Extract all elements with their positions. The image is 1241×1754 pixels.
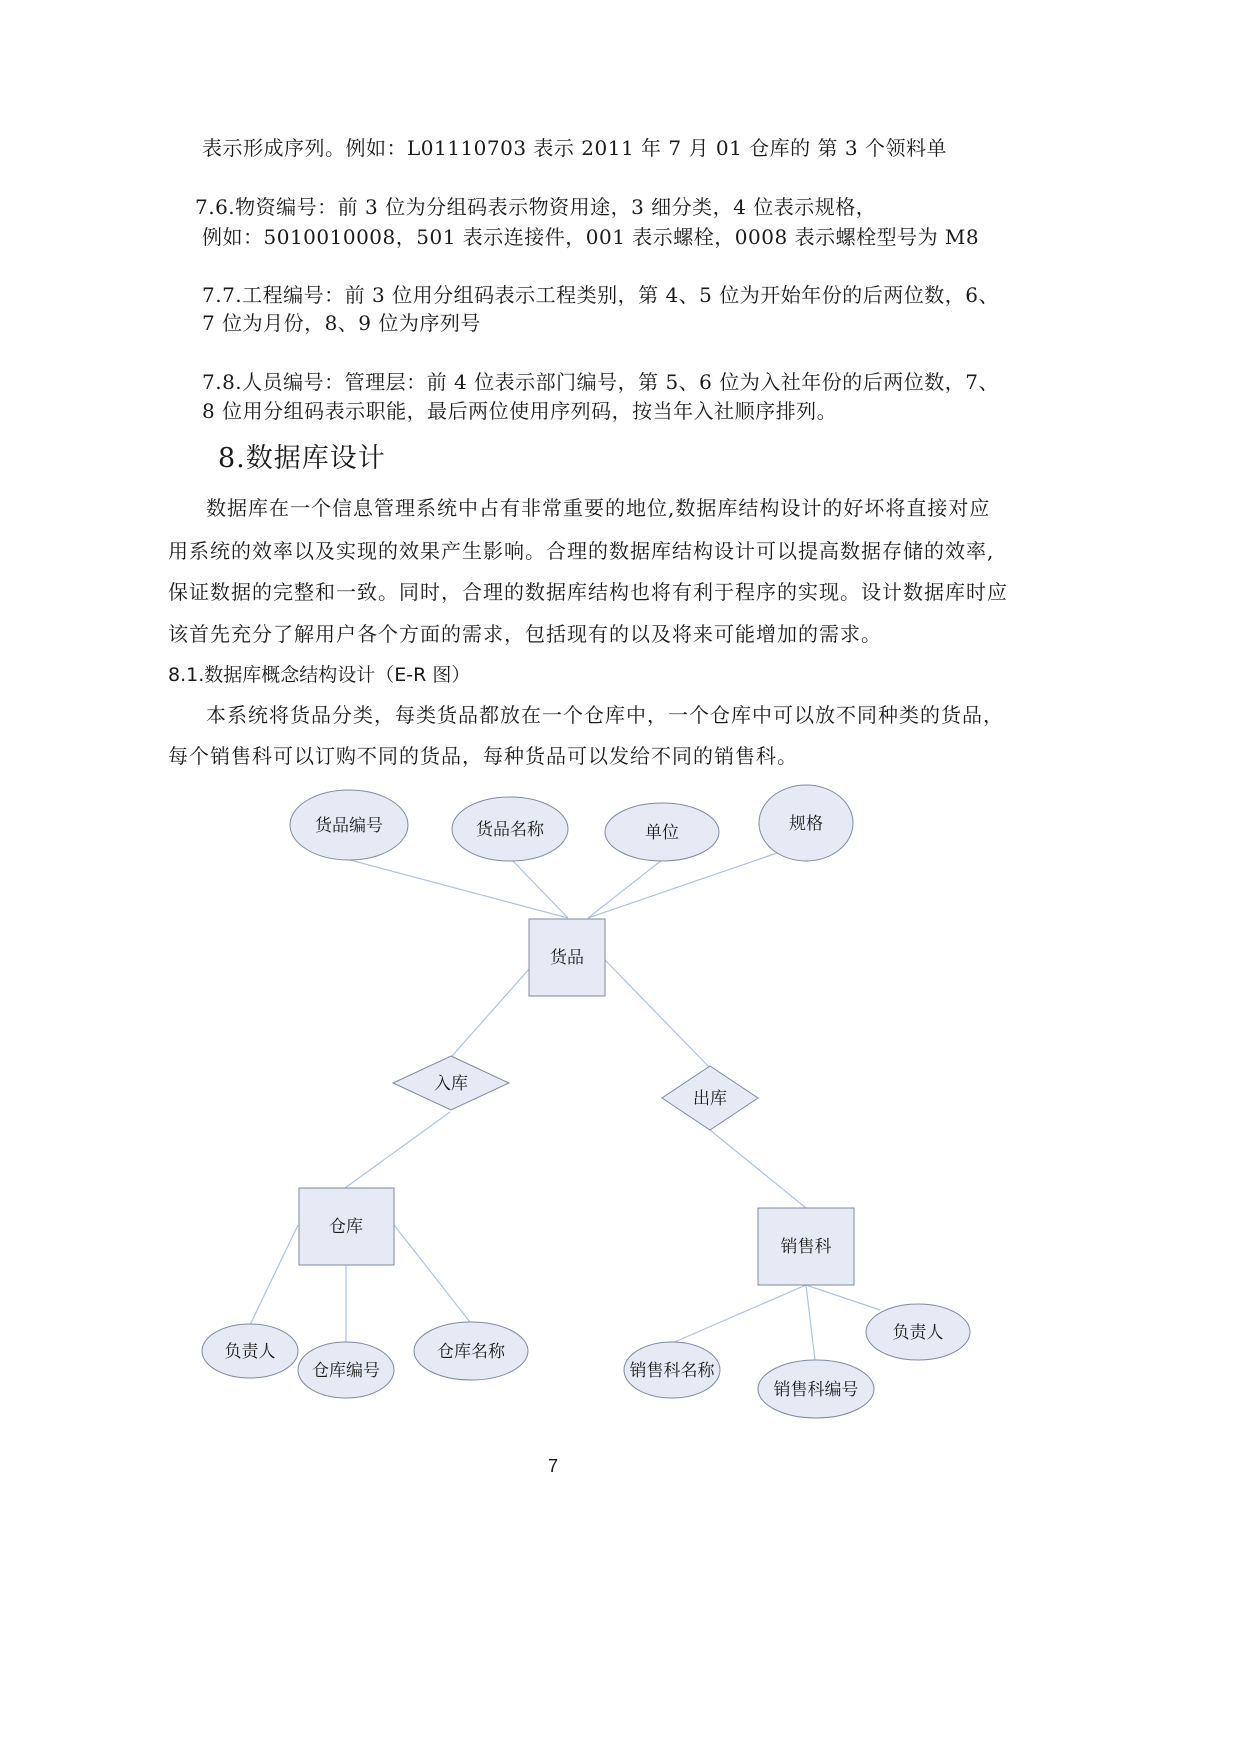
attr-sales-id-label: 销售科编号: [773, 1380, 859, 1400]
entity-goods-label: 货品: [550, 948, 584, 968]
para1-line-4: 该首先充分了解用户各个方面的需求，包括现有的以及将来可能增加的需求。: [168, 622, 882, 646]
attr-sales-manager: [866, 1304, 970, 1360]
line-sales-name: [670, 1285, 806, 1344]
attr-warehouse-name: [414, 1322, 528, 1380]
para1-line-2: 用系统的效率以及实现的效果产生影响。合理的数据库结构设计可以提高数据存储的效率,: [168, 539, 995, 563]
text-item-77-a: 7.7.工程编号：前 3 位用分组码表示工程类别，第 4、5 位为开始年份的后两位数，6、: [202, 283, 999, 307]
line-sales-id: [806, 1285, 815, 1360]
text-item-77-b: 7 位为月份，8、9 位为序列号: [202, 311, 481, 335]
line-wh-name: [394, 1225, 470, 1322]
subsection-8-1-heading: 8.1.数据库概念结构设计（E-R 图）: [168, 664, 471, 686]
attr-sales-name: [624, 1342, 720, 1398]
attr-goods-unit: [605, 803, 719, 861]
line-goods-spec: [588, 852, 780, 918]
section-8-heading: 8.数据库设计: [218, 443, 386, 474]
attr-warehouse-id-label: 仓库编号: [312, 1361, 380, 1381]
line-goods-stockin: [452, 968, 530, 1056]
line-goods-unit: [588, 860, 662, 918]
line-stockout-sales: [710, 1130, 806, 1208]
para1-line-3: 保证数据的完整和一致。同时，合理的数据库结构也将有利于程序的实现。设计数据库时应: [168, 580, 1008, 604]
entity-warehouse-label: 仓库: [329, 1217, 363, 1237]
line-goods-id: [350, 860, 568, 918]
text-item-78-b: 8 位用分组码表示职能，最后两位使用序列码，按当年入社顺序排列。: [202, 399, 838, 423]
text-line-74-cont: 表示形成序列。例如：L01110703 表示 2011 年 7 月 01 仓库的 第 3 个领料单: [202, 136, 947, 160]
entity-goods: [529, 919, 605, 996]
para1-line-1: 数据库在一个信息管理系统中占有非常重要的地位,数据库结构设计的好坏将直接对应: [206, 496, 991, 520]
attr-goods-id: [290, 790, 408, 860]
text-item-78-a: 7.8.人员编号：管理层：前 4 位表示部门编号，第 5、6 位为入社年份的后两位数，7、: [202, 370, 999, 394]
relation-stock-in-label: 入库: [434, 1074, 468, 1094]
line-sales-manager: [806, 1285, 880, 1310]
attr-warehouse-manager: [202, 1324, 298, 1378]
line-goods-stockout: [605, 960, 710, 1068]
entity-sales: [758, 1208, 854, 1285]
relation-stock-in: [393, 1056, 509, 1110]
line-goods-name: [512, 860, 568, 918]
attr-goods-name-label: 货品名称: [476, 820, 544, 840]
attr-sales-id: [758, 1360, 874, 1418]
attr-sales-manager-label: 负责人: [892, 1323, 944, 1343]
line-wh-manager: [250, 1225, 298, 1325]
attr-goods-spec: [759, 785, 853, 861]
entity-warehouse: [299, 1188, 394, 1265]
attr-warehouse-manager-label: 负责人: [224, 1342, 276, 1362]
attr-goods-name: [452, 797, 568, 861]
line-stockin-warehouse: [345, 1112, 450, 1188]
attr-goods-id-label: 货品编号: [315, 816, 383, 836]
relation-stock-out: [662, 1066, 758, 1130]
text-item-76-a: 7.6.物资编号：前 3 位为分组码表示物资用途，3 细分类，4 位表示规格，: [195, 195, 877, 219]
attr-goods-unit-label: 单位: [645, 823, 679, 843]
para2-line-2: 每个销售科可以订购不同的货品，每种货品可以发给不同的销售科。: [168, 744, 798, 768]
entity-sales-label: 销售科: [780, 1237, 832, 1257]
attr-warehouse-id: [298, 1342, 394, 1398]
attr-sales-name-label: 销售科名称: [629, 1361, 715, 1381]
page-number: 7: [548, 1456, 559, 1476]
relation-stock-out-label: 出库: [693, 1089, 727, 1109]
attr-warehouse-name-label: 仓库名称: [437, 1342, 505, 1362]
text-item-76-b: 例如：5010010008，501 表示连接件，001 表示螺栓，0008 表示螺栓型号为 M8: [202, 225, 980, 249]
para2-line-1: 本系统将货品分类，每类货品都放在一个仓库中，一个仓库中可以放不同种类的货品，: [206, 703, 1004, 727]
attr-goods-spec-label: 规格: [789, 814, 823, 834]
